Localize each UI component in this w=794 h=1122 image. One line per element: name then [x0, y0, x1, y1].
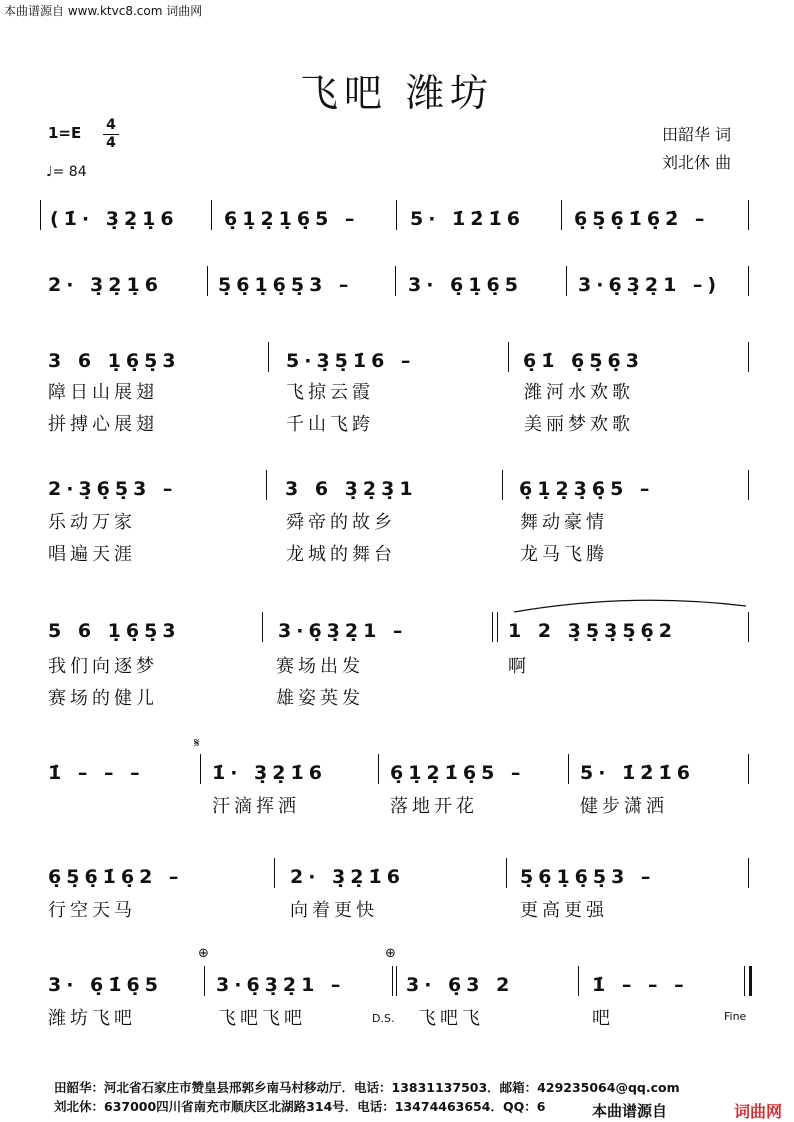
measure: 1̇· 3̣2̣1̇6: [212, 762, 327, 784]
fine-marking: Fine: [724, 1010, 747, 1023]
lyricist-credit: 田韶华 词: [662, 125, 732, 144]
measure: 3·6̣3̣2̣1 –: [278, 620, 408, 642]
ds-marking: D.S.: [372, 1012, 395, 1025]
score-line-6: [0, 754, 794, 794]
lyric-v1: 障日山展翅: [48, 382, 158, 403]
lyric-v1: 健步潇洒: [580, 796, 668, 817]
coda-icon: ⊕: [198, 946, 209, 961]
lyric-v2: 雄姿英发: [276, 688, 364, 709]
lyric-v1: 行空天马: [48, 900, 136, 921]
measure: 5· 1̇2̇1̇6: [410, 208, 525, 230]
lyric-v1: 汗滴挥洒: [212, 796, 300, 817]
lyric-v2: 拼搏心展翅: [48, 414, 158, 435]
measure: 5̣6̣1̣6̣5̣3 –: [218, 274, 354, 296]
lyric-v1: 飞吧飞: [418, 1008, 484, 1029]
measure: 1 2 3̣5̣3̣5̣6̣2: [508, 620, 677, 642]
measure: 3 6 1̣6̣5̣3: [48, 350, 181, 372]
measure: 2· 3̣2̣1̇6: [290, 866, 405, 888]
lyric-v1: 舞动豪情: [520, 512, 608, 533]
measure: 2·3̣6̣5̣3 –: [48, 478, 178, 500]
lyric-v1: 更高更强: [520, 900, 608, 921]
measure: (1̇· 3̣2̣1̣6: [50, 208, 179, 230]
measure: 6̣1̇ 6̣5̣6̣3: [523, 350, 644, 372]
lyric-v1: 啊: [508, 656, 530, 677]
measure: 5· 1̇2̇1̇6: [580, 762, 695, 784]
lyric-v1: 赛场出发: [276, 656, 364, 677]
time-bottom: 4: [106, 135, 116, 151]
measure: 6̣1̣2̣1̇6̣5 –: [390, 762, 526, 784]
measure: 6̣5̣6̣1̇6̣2 –: [48, 866, 184, 888]
measure: 5·3̣5̣1̇6 –: [286, 350, 416, 372]
measure: 2· 3̣2̣1̣6: [48, 274, 163, 296]
lyric-v1: 舜帝的故乡: [286, 512, 396, 533]
lyric-v1: 潍坊飞吧: [48, 1008, 136, 1029]
volta-arc: [512, 598, 748, 614]
measure: 6̣5̣6̣1̇6̣2̇ –: [574, 208, 710, 230]
score-line-4: [0, 470, 794, 510]
watermark-right: 词曲网: [734, 1102, 783, 1121]
tempo-mark: ♩= 84: [46, 164, 87, 180]
key-signature: 1=E: [48, 124, 82, 142]
lyric-v1: 我们向逐梦: [48, 656, 158, 677]
score-line-1: [0, 200, 794, 240]
lyric-v1: 向着更快: [290, 900, 378, 921]
coda-icon: ⊕: [385, 946, 396, 961]
segno-icon: 𝄋: [194, 736, 200, 751]
lyric-v2: 千山飞跨: [286, 414, 374, 435]
lyric-v1: 潍河水欢歌: [524, 382, 634, 403]
measure: 3·6̣3̣2̣1 –): [578, 274, 722, 296]
lyric-v2: 唱遍天涯: [48, 544, 136, 565]
measure: 3·6̣3̣2̣1 –: [216, 974, 346, 996]
time-signature: [103, 118, 119, 151]
measure: 3· 6̣3 2: [406, 974, 515, 996]
footer-contact-composer: 刘北休：637000四川省南充市顺庆区北湖路314号．电话：13474463654．QQ：6: [54, 1099, 546, 1114]
measure: 3· 6̣1̇6̣5: [48, 974, 163, 996]
lyric-v1: 飞吧飞吧: [218, 1008, 306, 1029]
site-header: 本曲谱源自 www.ktvc8.com 词曲网: [4, 4, 203, 18]
lyric-v1: 飞掠云霞: [286, 382, 374, 403]
lyric-v2: 龙马飞腾: [520, 544, 608, 565]
score-line-8: [0, 966, 794, 1006]
lyric-v1: 乐动万家: [48, 512, 136, 533]
footer-contact-lyricist: 田韶华：河北省石家庄市赞皇县邢郭乡南马村移动厅．电话：13831137503．邮箱：429235064@qq.com: [54, 1080, 680, 1095]
score-line-3: [0, 342, 794, 382]
measure: 6̣1̣2̣1̣6̣5 –: [224, 208, 360, 230]
score-line-2: [0, 266, 794, 306]
lyric-v1: 落地开花: [390, 796, 478, 817]
score-line-5: [0, 612, 794, 652]
lyric-v2: 赛场的健儿: [48, 688, 158, 709]
measure: 3 6 3̣2̣3̣1: [285, 478, 418, 500]
measure: 3· 6̣1̣6̣5: [408, 274, 523, 296]
watermark-left: 本曲谱源自: [588, 1100, 671, 1121]
composer-credit: 刘北休 曲: [662, 153, 732, 172]
measure: 5̣6̣1̣6̣5̣3 –: [520, 866, 656, 888]
score-line-7: [0, 858, 794, 898]
lyric-v2: 美丽梦欢歌: [524, 414, 634, 435]
measure: 1̇ – – –: [48, 762, 145, 784]
lyric-v2: 龙城的舞台: [286, 544, 396, 565]
measure: 1̇ – – –: [592, 974, 689, 996]
measure: 5 6 1̣6̣5̣3: [48, 620, 181, 642]
lyric-v1: 吧: [592, 1008, 614, 1029]
time-top: 4: [106, 117, 116, 133]
measure: 6̣1̣2̣3̣6̣5 –: [519, 478, 655, 500]
song-title: 飞吧 潍坊: [299, 71, 495, 115]
